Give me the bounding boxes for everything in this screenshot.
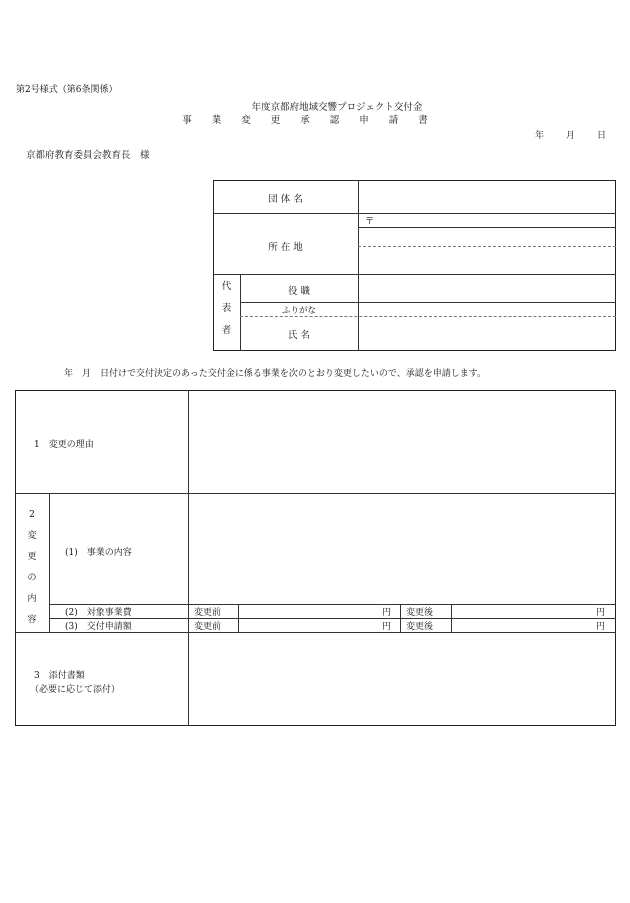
project-content-field[interactable] [189,494,615,604]
grant-amount-after-field[interactable] [452,619,592,632]
attachments-note: （必要に応じて添付） [30,685,121,695]
rep-char-2: 表 [221,303,232,314]
rep-char-3: 者 [221,325,232,336]
address-label: 所 在 地 [268,242,303,253]
change-char-4: 内 [27,594,37,604]
furigana-field[interactable] [359,303,615,316]
position-field[interactable] [359,275,615,302]
title-line-1: 年度京都府地域交響プロジェクト交付金 [251,102,423,113]
target-cost-label: (2) 対象事業費 [65,608,132,618]
form-number: 第2号様式（第6条関係） [16,85,118,95]
group-name-label: 団 体 名 [268,194,303,205]
change-char-3: の [27,573,37,583]
change-char-2: 更 [27,552,37,562]
postal-mark: 〒 [365,217,375,227]
target-cost-after-yen: 円 [596,608,606,618]
grant-amount-before-field[interactable] [239,619,379,632]
reason-label: 1 変更の理由 [34,440,94,450]
statement: 年 月 日付けで交付決定のあった交付金に係る事業を次のとおり変更したいので、承認を申請します。 [64,369,487,379]
attachments-field[interactable] [189,633,615,725]
target-cost-after-field[interactable] [452,605,592,618]
name-label: 氏 名 [287,330,311,341]
target-cost-before-field[interactable] [239,605,379,618]
change-char-1: 変 [27,531,37,541]
addressee: 京都府教育委員会教育長 様 [26,150,150,161]
attachments-label: 3 添付書類 [34,671,85,681]
title-line-2: 事業変更承認申請書 [182,115,448,126]
grant-amount-after-label: 変更後 [406,622,434,632]
grant-amount-label: (3) 交付申請額 [65,622,132,632]
address-field[interactable] [359,228,615,274]
grant-amount-before-label: 変更前 [194,622,222,632]
target-cost-after-label: 変更後 [406,608,434,618]
change-char-5: 容 [27,615,37,625]
representative-vertical [213,278,240,339]
target-cost-before-yen: 円 [382,608,392,618]
group-name-field[interactable] [359,181,615,213]
change-content-vertical [15,507,49,629]
grant-amount-before-yen: 円 [382,622,392,632]
postal-code-field[interactable] [375,214,615,227]
project-content-label: (1) 事業の内容 [65,548,132,558]
target-cost-before-label: 変更前 [194,608,222,618]
position-label: 役 職 [287,286,311,297]
date-month: 月 [566,131,576,141]
rep-char-1: 代 [221,281,232,292]
grant-amount-after-yen: 円 [596,622,606,632]
date-year: 年 [535,131,545,141]
change-number: 2 [29,510,35,520]
furigana-label: ふりがな [281,306,316,316]
date-day: 日 [597,131,607,141]
name-field[interactable] [359,317,615,350]
reason-field[interactable] [189,391,615,493]
